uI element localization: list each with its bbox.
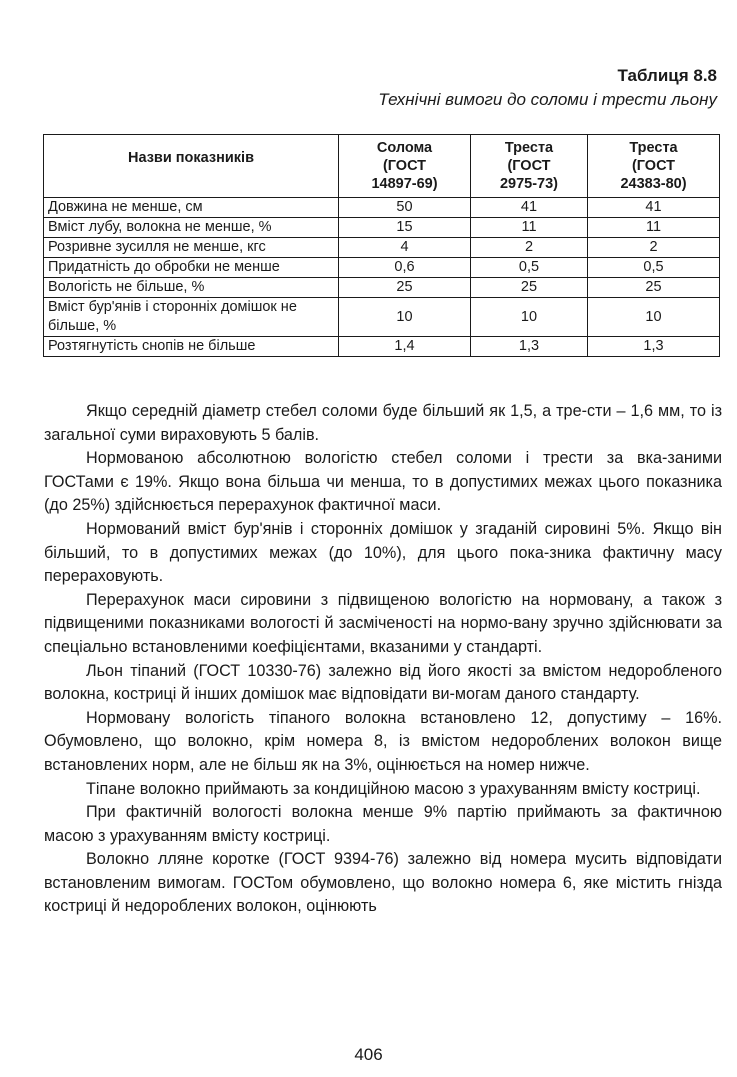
table-row bbox=[44, 198, 720, 218]
cell-value: 25 bbox=[339, 278, 471, 298]
table-header-row bbox=[44, 135, 720, 198]
table-caption: Технічні вимоги до соломи і трести льону bbox=[378, 90, 717, 109]
column-header-line: Треста bbox=[629, 140, 678, 156]
paragraph: При фактичній вологості волокна менше 9% партію приймають за фактичною масою з урахуванням вмісту костриці. bbox=[44, 803, 722, 845]
cell-value: 1,4 bbox=[339, 337, 471, 357]
cell-value: 1,3 bbox=[588, 337, 720, 357]
table-label: Таблиця 8.8 bbox=[617, 66, 717, 85]
paragraph: Якщо середній діаметр стебел соломи буде більший як 1,5, а тре-сти – 1,6 мм, то із загальної суми вираховують 5 балів. bbox=[44, 402, 722, 444]
column-header-line: 24383-80) bbox=[620, 176, 687, 192]
cell-value: 0,6 bbox=[339, 258, 471, 278]
column-header-line: (ГОСТ bbox=[382, 158, 427, 174]
cell-value: 0,5 bbox=[470, 258, 587, 278]
column-header-line: Треста bbox=[504, 140, 554, 156]
column-header-line: Солома bbox=[376, 140, 433, 156]
column-header bbox=[339, 135, 471, 198]
column-header bbox=[470, 135, 587, 198]
body-text bbox=[44, 400, 722, 919]
row-name: Довжина не менше, см bbox=[44, 198, 339, 218]
cell-value: 2 bbox=[588, 238, 720, 258]
paragraph: Волокно лляне коротке (ГОСТ 9394-76) залежно від номера мусить відповідати встановленим вимогам. ГОСТом обумовлено, що волокно номера 6, яке містить гнізда костриці й недороблених волокон, оцінюють bbox=[44, 850, 722, 916]
column-header bbox=[44, 135, 339, 198]
page-number: 406 bbox=[354, 1045, 383, 1064]
row-name: Розтягнутість снопів не більше bbox=[44, 337, 339, 357]
row-name: Вологість не більше, % bbox=[44, 278, 339, 298]
cell-value: 0,5 bbox=[588, 258, 720, 278]
paragraph: Нормованою абсолютною вологістю стебел соломи і трести за вка-заними ГОСТами є 19%. Якщо вона більша чи менша, то в допустимих межах цього показника (до 25%) здійснюється перерахунок фактичної маси. bbox=[44, 449, 722, 515]
column-header-line: 2975-73) bbox=[499, 176, 559, 192]
cell-value: 11 bbox=[470, 218, 587, 238]
cell-value: 10 bbox=[339, 298, 471, 337]
table-row bbox=[44, 337, 720, 357]
column-header-line: 14897-69) bbox=[371, 176, 438, 192]
cell-value: 10 bbox=[470, 298, 587, 337]
paragraph: Нормований вміст бур'янів і сторонніх домішок у згаданій сировині 5%. Якщо він більший, то в допустимих межах (до 10%), для цього пока-зника фактичну масу перераховують. bbox=[44, 519, 722, 586]
cell-value: 11 bbox=[588, 218, 720, 238]
cell-value: 4 bbox=[339, 238, 471, 258]
table-row bbox=[44, 238, 720, 258]
cell-value: 15 bbox=[339, 218, 471, 238]
column-header-line: Назви показників bbox=[128, 150, 254, 166]
requirements-table bbox=[43, 134, 720, 357]
paragraph: Перерахунок маси сировини з підвищеною вологістю на нормовану, а також з підвищеними показниками вологості й засміченості на нормо-вану зручно здійснювати за спеціально встановленими коефіцієнтами, вказаними у стандарті. bbox=[44, 590, 722, 656]
table-row bbox=[44, 278, 720, 298]
cell-value: 50 bbox=[339, 198, 471, 218]
row-name: Вміст бур'янів і сторонніх домішок не більше, % bbox=[44, 298, 339, 337]
column-header-line: (ГОСТ bbox=[507, 158, 551, 174]
cell-value: 1,3 bbox=[470, 337, 587, 357]
cell-value: 2 bbox=[470, 238, 587, 258]
paragraph: Нормовану вологість тіпаного волокна встановлено 12, допустиму – 16%. Обумовлено, що волокно, крім номера 8, із вмістом недороблених волокон вище встановлених норм, але не більш як на 3%, оцінюється на номер нижче. bbox=[44, 708, 722, 774]
row-name: Розривне зусилля не менше, кгс bbox=[44, 238, 339, 258]
cell-value: 25 bbox=[470, 278, 587, 298]
column-header bbox=[588, 135, 720, 198]
table-row bbox=[44, 218, 720, 238]
paragraph: Льон тіпаний (ГОСТ 10330-76) залежно від його якості за вмістом недоробленого волокна, костриці й інших домішок має відповідати ви-могам даного стандарту. bbox=[44, 661, 722, 704]
row-name: Вміст лубу, волокна не менше, % bbox=[44, 218, 339, 238]
table-row bbox=[44, 258, 720, 278]
column-header-line: (ГОСТ bbox=[631, 158, 676, 174]
paragraph: Тіпане волокно приймають за кондиційною масою з урахуванням вмісту костриці. bbox=[86, 779, 701, 798]
cell-value: 25 bbox=[588, 278, 720, 298]
table-row bbox=[44, 298, 720, 337]
cell-value: 10 bbox=[588, 298, 720, 337]
row-name: Придатність до обробки не менше bbox=[44, 258, 339, 278]
cell-value: 41 bbox=[588, 198, 720, 218]
cell-value: 41 bbox=[470, 198, 587, 218]
